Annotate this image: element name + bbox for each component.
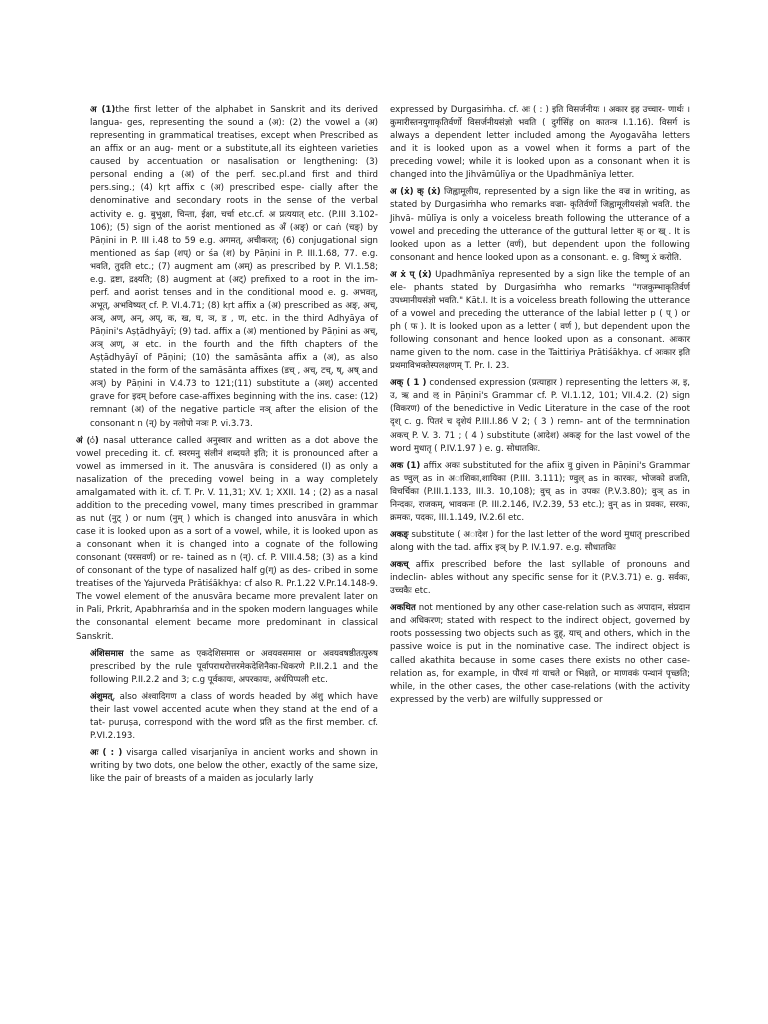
entry-text: जिह्वामूलीय, represented by a sign like the वज्र in writing, as stated by Durgasiṁha who remarks वज्रा- कृतिर्वर्णो जिह्वामूलीयसंज्ञो भवति. the Jihvā- mūlīya is only a voiceless breath following the utterance of a vowel and preceding the utterance of the guttural letter क्‌ or ख्‌ . It is looked upon as a letter (वर्ण), but dependent upon the following consonant and hence looked upon as a consonant. e. g. विष्णु ẋ करोति. — [390, 187, 690, 263]
entry-text: expressed by Durgasiṁha. cf. अः ( : ) इति विसर्जनीयः । अकार इह उच्चार- णार्थः । कुमारीस्तनयुगाकृतिर्वर्णो विसर्जनीयसंज्ञो भवति ( दुर्गसिंह on कातन्त्र I.1.16). विसर्ग is always a dependent letter included among the Ayogavāha letters and it is looked upon as a vowel when it forms a part of the preceding vowel; while it is looked upon as a consonant when it is changed into the Jihvāmūlīya or the Upadhmānīya letter. — [390, 105, 690, 181]
entry-headword: अकथित — [390, 603, 416, 614]
entry-text: condensed expression (प्रत्याहार ) representing the letters अ, इ, उ, ऋ and ऌ in Pāṇini's Grammar cf. P. VI.1.12, 101; VII.4.2. (2) sign (विकरण) of the benedictive in Vedic Literature in the case of the root दृश्‌ c. g. पितरं च दृशेयं P.III.I.86 V 2; ( 3 ) remn- ant of the termnination अकच्‌ P. V. 3. 71 ; ( 4 ) substitute (आदेश) अकङ्‌ for the last vowel of the word मुधातृ ( P.IV.1.97 ) e. g. सोधातकिः. — [390, 378, 691, 454]
entry-upadhmaniya — [390, 269, 690, 374]
entry-headword: अक (1) — [390, 460, 421, 471]
entry-headword: अ ẋ प्‌ (ẋ) — [390, 269, 432, 280]
entry-headword: अकच्‌ — [390, 560, 409, 571]
entry-akan — [390, 529, 690, 555]
entry-visarga — [90, 747, 378, 786]
left-column — [76, 104, 378, 790]
entry-text: , also अंश्वादिगण a class of words headed by अंशु which have their last vowel accented acute when they stand at the end of a tat- puruṣa, correspond with the word प्रति as the first member. cf. P.VI.2.193. — [90, 691, 378, 741]
entry-a-1 — [90, 104, 378, 431]
right-column — [390, 104, 690, 711]
entry-headword: अंशुमत्‌ — [90, 691, 113, 702]
entry-text: affix अकः substituted for the afiix वु given in Pāṇini's Grammar as ण्वुल्‌ as in अाशिका,शायिका (P.III. 3.111); ण्वुल्‌ as in कारकः, भोजको व्रजति, विचर्चिका (P.III.1.133, III.3. 10,108); वुच्‌ as in उपकः (P.V.3.80); वुञ्‌ as in निन्दकः, राजकम्‌, भावकनः (P. III.2.146, IV.2.39, 53 etc.); वुन्‌ as in प्रवकः, सरकः, क्रमकः, पदकः, III.1.149, IV.2.6l etc. — [390, 460, 690, 523]
entry-amshisamasa — [90, 648, 378, 687]
entry-headword: अंशिसमास — [90, 648, 124, 659]
entry-text: substitute ( अादेश ) for the last letter of the word मुधातृ prescribed along with the tad. affix इञ्‌ by P. IV.1.97. e.g. सौधातकिः — [390, 529, 690, 553]
entry-headword: अक्‌ ( 1 ) — [390, 378, 427, 389]
entry-text: the same as एकदेशिसमास or अवयवसमास or अवयवषष्ठीतत्पुरुष prescribed by the rule पूर्वापराधरोत्तरमेकदेशिनैका-धिकरणे P.II.2.1 and the following P.II.2.2 and 3; c.g पूर्वकायः, अपरकायः, अर्धपिप्पली etc. — [90, 648, 378, 685]
entry-aka — [390, 460, 690, 525]
entry-anusvara — [76, 435, 378, 644]
entry-akathita — [390, 602, 690, 707]
entry-headword: अ (ẋ) क्‌ (ẋ) — [390, 187, 441, 198]
entry-headword: अं (ं) — [76, 435, 99, 446]
entry-headword: अकङ्‌ — [390, 529, 409, 540]
entry-text: not mentioned by any other case-relation such as अपादान, संप्रदान and अधिकरण; stated with respect to the indirect object, governed by roots possessing two objects such as दुह्‌, याच्‌ and others, which in the passive woice is put in the nominative case. The indirect object is called akathita because in some cases there exists no other case-relation as, for example, in पौरवं गां याचते or भिक्षते, or माणवकं पन्थानं पृच्छति; while, in the other cases, the other case-relations (with the activity expressed by the verb) are wilfully suppressed or — [390, 603, 690, 705]
entry-text: affix prescribed before the last syllable of pronouns and indeclin- ables without any specific sense for it (P.V.3.71) e. g. सर्वकः, उच्चकैः etc. — [390, 560, 690, 597]
entry-headword: अः ( : ) — [90, 748, 123, 758]
entry-akac — [390, 559, 690, 598]
entry-amshumat — [90, 691, 378, 743]
entry-text: visarga called visarjanīya in ancient works and shown in writing by two dots, one below the other, exactly of the same size, like the pair of breasts of a maiden as jocularly larly — [90, 748, 378, 785]
entry-headword: अ (1) — [90, 105, 116, 115]
entry-text: Upadhmānīya represented by a sign like the temple of an ele- phants stated by Durgasiṁha who remarks "गजकुम्भाकृतिर्वर्ण उपध्मानीयसंज्ञो भवति." Kāt.I. It is a voiceless breath following the utterance of a vowel and preceding the utterance of the labial letter p ( प्‌ ) or ph ( फ ). It is looked upon as a letter ( वर्ण ), but dependent upon the following consonant and hence looked upon as a consonant. अःकार name given to the nom. case in the Taittiriya Prātiśākhya. cf अःकार इति प्रथमाविभक्तेस्पलक्षणम्‌ T. Pr. I. 23. — [390, 269, 690, 372]
entry-jihvamuliya — [390, 186, 690, 264]
entry-text: the first letter of the alphabet in Sanskrit and its derived langua- ges, representing the sound a (अ): (2) the vowel a (अ) representing in grammatical treatises, except when Prescribed as an affix or an aug- ment or a substitute,all its eighteen varieties caused by accentuation or nasalisation or lengthening: (3) personal ending a (अ) of the perf. sec.pl.and first and third pers.sing.; (4) kṛt affix c (अ) prescribed espe- cially after the denominative and secondary roots in the sense of the verbal activity e. g. बुभुक्षा, चिन्ता, ईक्षा, चर्चा etc.cf. अ प्रत्ययात्‌ etc. (P.III 3.102-106); (5) sign of the aorist mentioned as अँ (अङ्‌) or caṅ (चङ्‌) by Pāṇini in P. III i.48 to 59 e.g. अगमत्‌, अचीकरत्‌; (6) conjugational sign mentioned as śap (शप्‌) or śa (श) by Pāṇini in P. III.1.68, 77. e.g. भवति, तुदति etc.; (7) augment am (अम्‌) as prescribed by P. VI.1.58; e.g. द्रष्टा, द्रक्ष्यति; (8) augment at (अट्‌) prefixed to a root in the im- perf. and aorist tenses and in the conditional mood e. g. अभवत्‌, अभूत्‌, अभविष्यत्‌ cf. P. VI.4.71; (8) kṛt affix a (अ) prescribed as अङ्‌, अच्‌, अञ्‌, अण्‌, अन्‌, अप्‌, क, ख, घ, ञ, ड , ण, etc. in the third Adhyāya of Pāṇini's Aṣṭādhyāyī; (9) tad. affix a (अ) mentioned by Pāṇini as अच्‌, अञ्‌ अण्‌, अ etc. in the fourth and the fifth chapters of the Aṣṭādhyāyī of Pāṇini; (10) the samāsānta affix a (अ), as also stated in the form of the samāsānta affixes (डच्‌ , अच्‌, टच्‌, ष्‌, अष्‌ and अञ्‌) by Pāṇini in V.4.73 to 121;(11) substitute a (अश्‌) accented grave for इदम्‌ before case-affixes beginning with the ins. case: (12) remnant (अ) of the negative particle नञ्‌ after the elision of the consonant n (न्‌) by नलोपो नञः P. vi.3.73. — [90, 105, 378, 429]
entry-text: nasal utterance called अनुस्वार and written as a dot above the vowel preceding it. cf. स्वरमनु संलीनं शब्दयते इति; it is pronounced after a vowel as immersed in it. The anusvāra is considered (I) as only a nasalization of the preceding vowel being in a way completely amalgamated with it. cf. T. Pr. V. 11,31; XV. 1; XXII. 14 ; (2) as a nasal addition to the preceding vowel, many times prescribed in grammar as nut (नुट्‌ ) or num (नुम्‌ ) which is changed into anusvāra in which case it is looked upon as a sort of a vowel, while, it is looked upon as a consonant when it is changed into a cognate of the following consonant (परसवर्ण) or re- tained as n (न्‌). cf. P. VIII.4.58; (3) as a kind of consonant of the type of nasalized half g(ग्‌) as des- cribed in some treatises of the Yajurveda Prātiśākhya: cf also R. Pr.1.22 V.Pr.14.148-9. The vowel element of the anusvāra became more prevalent later on in Pali, Prkrit, Apabhraṁśa and in the spoken modern languages while the consonantal element became more predominant in classical Sanskrit. — [76, 435, 379, 642]
entry-ak — [390, 377, 690, 455]
entry-visarga-continued — [390, 104, 690, 182]
